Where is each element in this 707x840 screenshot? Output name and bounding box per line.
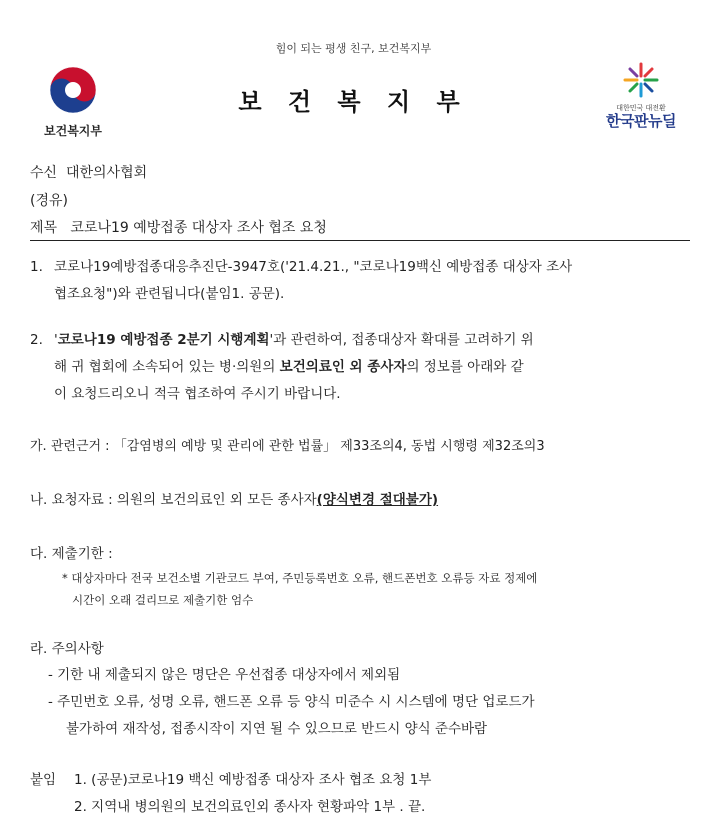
item1-line2: 협조요청")와 관련됩니다(붙임1. 공문).: [54, 286, 285, 302]
item2-line1: [54, 327, 534, 354]
attachments-label: 붙임: [30, 772, 57, 788]
item1-line1: 코로나19예방접종대응추진단-3947호('21.4.21., "코로나19백신 예방접종 대상자 조사: [54, 259, 573, 275]
item2-number: 2.: [30, 332, 43, 348]
item2-plan-name: 코로나19 예방접종 2분기 시행계획: [57, 332, 270, 348]
cautions-heading: 라. 주의사항: [30, 641, 104, 657]
deadline-note-line2: 시간이 오래 걸리므로 제출기한 엄수: [72, 593, 254, 607]
item2-target-group: 보건의료인 외 종사자: [279, 359, 407, 375]
recipient-label: 수신: [30, 165, 58, 181]
subject-label: 제목: [30, 220, 58, 236]
recipient-row: [30, 162, 147, 182]
new-deal-tagline: 대한민국 대전환: [616, 104, 666, 112]
korean-new-deal-logo: [598, 62, 684, 130]
item2-line2-start: 해 귀 협회에 소속되어 있는 병·의원의: [54, 359, 280, 375]
requested-data: [30, 487, 438, 514]
ministry-logo-caption: 보건복지부: [44, 124, 102, 138]
caution-item-2-line2: 불가하여 재작성, 접종시작이 지연 될 수 있으므로 반드시 양식 준수바람: [66, 721, 488, 737]
subject-row: [30, 217, 327, 237]
ministry-title: 보 건 복 지 부: [238, 88, 469, 116]
item2-line1-rest: '과 관련하여, 접종대상자 확대를 고려하기 위: [269, 332, 534, 348]
new-deal-wordmark: 한국판뉴딜: [606, 112, 676, 130]
legal-basis: 가. 관련근거 : 「감염병의 예방 및 관리에 관한 법률」 제33조의4, 동법 시행령 제32조의3: [30, 439, 545, 454]
caution-item-1: - 기한 내 제출되지 않은 명단은 우선접종 대상자에서 제외됨: [48, 667, 401, 683]
via-row: (경유): [30, 193, 68, 209]
attachment-item-1: 1. (공문)코로나19 백신 예방접종 대상자 조사 협조 요청 1부: [74, 772, 432, 788]
attachment-item-2: 2. 지역내 병의원의 보건의료인외 종사자 현황파악 1부 . 끝.: [74, 799, 426, 815]
item2-line3: 이 요청드리오니 적극 협조하여 주시기 바랍니다.: [54, 386, 341, 402]
item2-line2: [54, 354, 524, 381]
caution-item-2-line1: - 주민번호 오류, 성명 오류, 핸드폰 오류 등 양식 미준수 시 시스템에 명단 업로드가: [48, 694, 535, 710]
item1-number: 1.: [30, 259, 43, 275]
recipient-value: 대한의사협회: [65, 165, 148, 181]
format-warning: (양식변경 절대불가): [316, 492, 439, 508]
deadline-note-line1: * 대상자마다 전국 보건소별 기관코드 부여, 주민등록번호 오류, 핸드폰번호 오류등 자료 정제에: [62, 571, 538, 585]
subject-value: 코로나19 예방접종 대상자 조사 협조 요청: [70, 220, 327, 236]
requested-data-text: 나. 요청자료 : 의원의 보건의료인 외 모든 종사자: [30, 492, 317, 508]
header-divider: [30, 240, 690, 241]
item2-quote: ': [54, 332, 58, 348]
new-deal-star-icon: [623, 62, 659, 98]
slogan: 힘이 되는 평생 친구, 보건복지부: [275, 42, 432, 55]
item2-line2-end: 의 정보를 아래와 같: [406, 359, 524, 375]
deadline-heading: 다. 제출기한 :: [30, 546, 113, 562]
